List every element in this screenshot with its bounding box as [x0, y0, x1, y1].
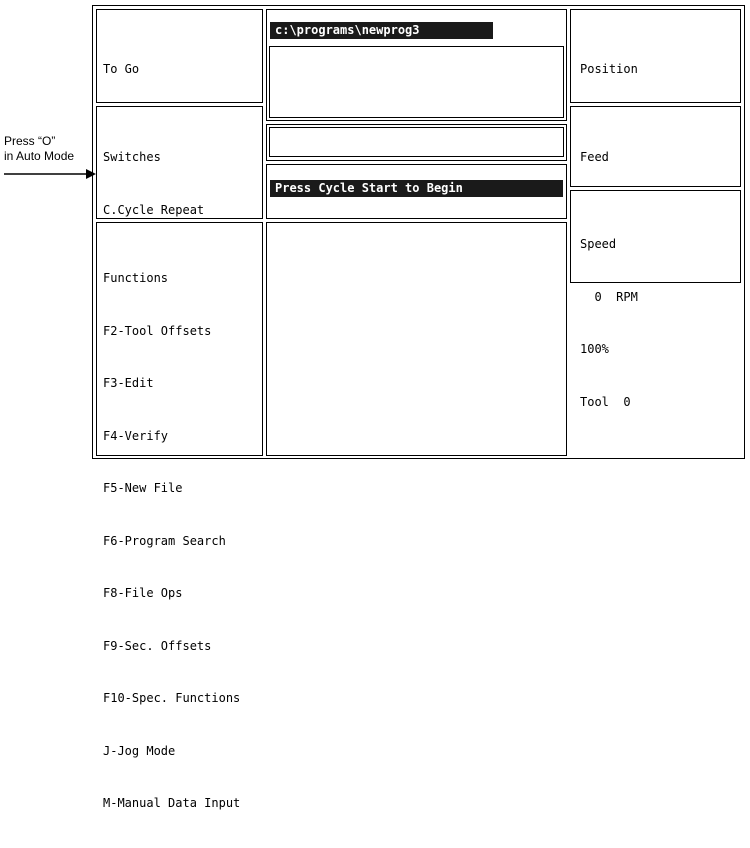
message-panel: [266, 164, 567, 219]
functions-title: Functions: [103, 271, 169, 285]
speed-override: 100%: [580, 342, 609, 356]
function-f8[interactable]: F8-File Ops: [103, 586, 183, 600]
function-f5[interactable]: F5-New File: [103, 481, 183, 495]
function-f10[interactable]: F10-Spec. Functions: [103, 691, 241, 705]
feed-panel: [570, 106, 741, 187]
switches-title: Switches: [103, 150, 161, 164]
to-go-panel: [96, 9, 263, 103]
function-f6[interactable]: F6-Program Search: [103, 533, 226, 548]
function-f2[interactable]: F2-Tool Offsets: [103, 323, 212, 338]
position-panel: [570, 9, 741, 103]
tool-number: Tool 0: [580, 394, 631, 409]
program-listing: [269, 46, 564, 118]
speed-panel: [570, 190, 741, 409]
switches-panel: [96, 106, 263, 219]
function-jog[interactable]: J-Jog Mode: [103, 743, 176, 758]
function-f3[interactable]: F3-Edit: [103, 376, 154, 390]
function-f4[interactable]: F4-Verify: [103, 428, 169, 443]
speed-title: Speed: [580, 237, 617, 251]
callout-line-1: Press “O”: [4, 134, 56, 148]
program-panel: [266, 9, 567, 121]
blank-inner: [269, 127, 564, 157]
display-panel: [266, 222, 567, 456]
status-message: Press Cycle Start to Begin: [270, 180, 563, 197]
callout-label: [4, 134, 74, 164]
feed-title: Feed: [580, 150, 609, 164]
callout-arrow-icon: [4, 168, 96, 180]
blank-panel: [266, 124, 567, 161]
program-path: c:\programs\newprog3: [270, 22, 493, 39]
functions-panel: [96, 222, 263, 810]
speed-value: 0 RPM: [580, 289, 638, 304]
switch-cycle-repeat[interactable]: C.Cycle Repeat: [103, 202, 205, 217]
to-go-title: To Go: [103, 62, 140, 76]
callout-line-2: in Auto Mode: [4, 149, 75, 163]
function-f9[interactable]: F9-Sec. Offsets: [103, 638, 212, 653]
position-title: Position: [580, 62, 638, 76]
function-mdi[interactable]: M-Manual Data Input: [103, 796, 241, 810]
